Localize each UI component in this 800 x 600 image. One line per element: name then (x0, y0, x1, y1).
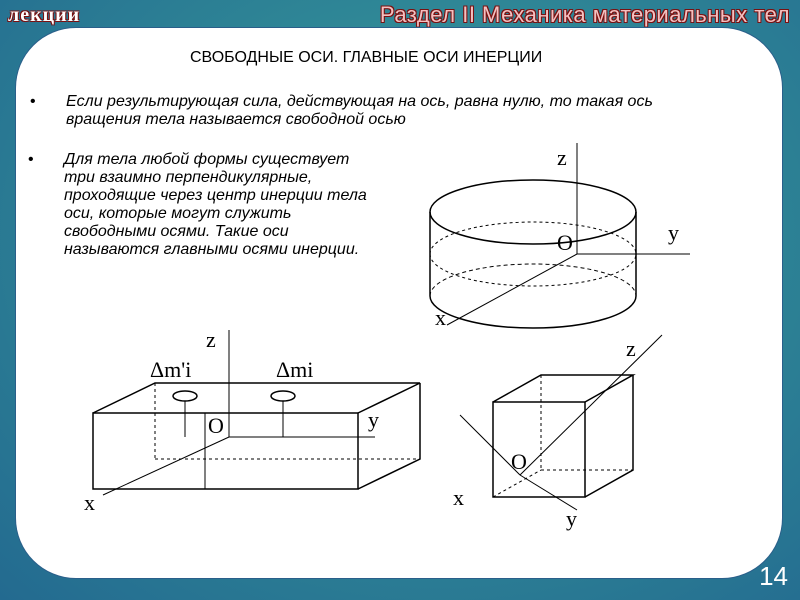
bullet-text: Для тела любой формы существует три взаимно перпендикулярные, проходящие через центр инерции тела оси, которые могут служить свободными осями. Такие оси называются главными осями инерции. (64, 151, 367, 258)
cylinder-z-label: z (557, 145, 567, 170)
cube-x-label: x (453, 485, 464, 510)
lectures-label[interactable]: лекции (8, 4, 81, 26)
cylinder-top (430, 180, 636, 244)
box-front-face (93, 413, 358, 489)
slide-title: СВОБОДНЫЕ ОСИ. ГЛАВНЫЕ ОСИ ИНЕРЦИИ (190, 49, 543, 66)
page-number: 14 (759, 561, 788, 591)
bullet-marker: • (28, 151, 34, 168)
mass-left-disc (173, 391, 197, 401)
cube-diagram (460, 335, 662, 510)
mass-right-label: Δmi (276, 357, 314, 382)
cube-top-face (493, 375, 633, 402)
cube-origin-label: O (511, 449, 527, 474)
section-title: Раздел II Механика материальных тел (379, 2, 790, 27)
box-z-label: z (206, 327, 216, 352)
cylinder-bottom-front (430, 296, 636, 328)
cylinder-y-label: y (668, 220, 679, 245)
box-origin-label: O (208, 413, 224, 438)
cube-right-face (585, 375, 633, 497)
cylinder-x-label: x (435, 305, 446, 330)
cylinder-mid-back (430, 222, 636, 254)
mass-left-label: Δm'i (150, 357, 192, 382)
cylinder-origin-label: O (557, 230, 573, 255)
cube-y-axis (520, 475, 577, 510)
cylinder-mid-front (430, 254, 636, 286)
cylinder-bottom-back (430, 264, 636, 296)
box-right-face (358, 383, 420, 489)
box-x-axis (103, 437, 229, 495)
cube-front-face (493, 402, 585, 497)
box-x-label: x (84, 490, 95, 515)
mass-right-disc (271, 391, 295, 401)
bullet-marker: • (30, 93, 36, 110)
bullet-text: Если результирующая сила, действующая на ось, равна нулю, то такая ось вращения тела называется свободной осью (66, 93, 653, 128)
cube-z-label: z (626, 336, 636, 361)
cube-y-label: y (566, 506, 577, 531)
box-y-label: y (368, 407, 379, 432)
